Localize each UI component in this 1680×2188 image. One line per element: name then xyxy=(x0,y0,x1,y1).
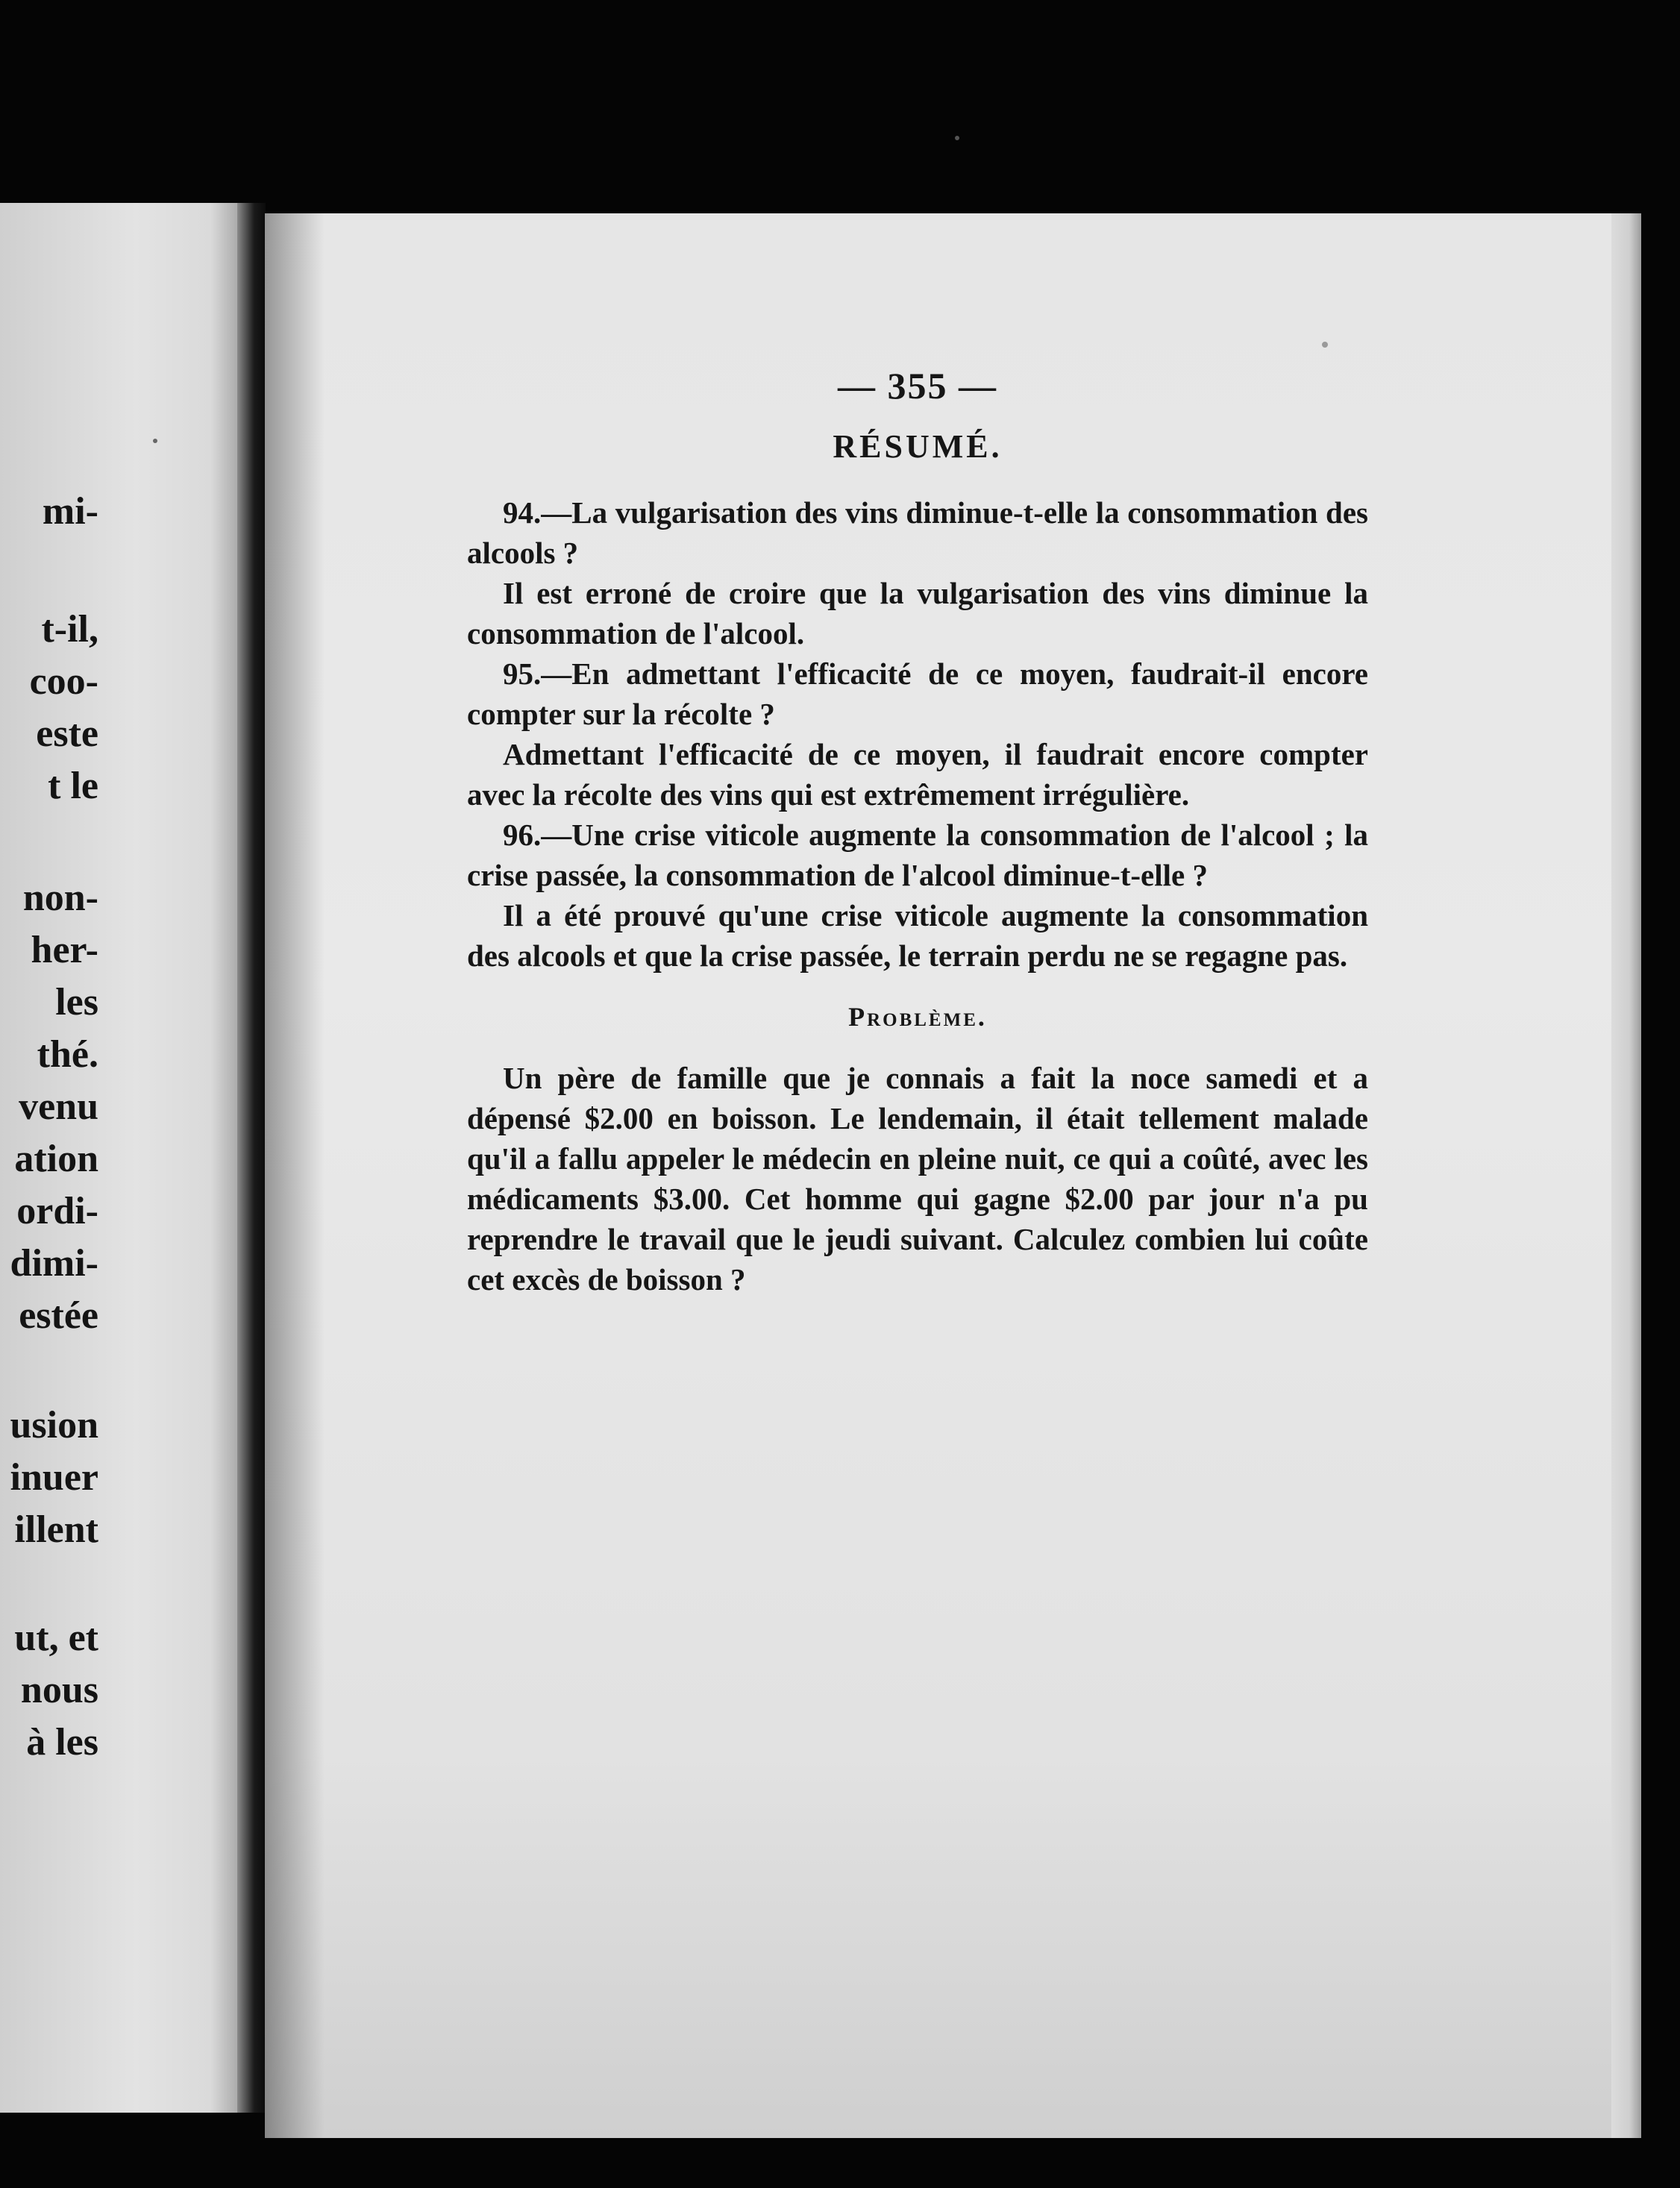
left-page-line: venu xyxy=(19,1085,98,1128)
section-title: RÉSUMÉ. xyxy=(833,428,1003,465)
problem-heading: Problème. xyxy=(848,1002,987,1032)
left-page-line: ation xyxy=(14,1138,98,1180)
left-page-line: illent xyxy=(14,1508,98,1551)
left-page-line: inuer xyxy=(10,1456,98,1499)
problem-paragraph: Un père de famille que je connais a fait la noce samedi et a dépensé $2.00 en boisson. Le lendemain, il était tellement malade qu'il a fallu appeler le médecin en pleine nuit, ce qui a coûté, avec les médicaments $3.00. Cet homme qui gagne $2.00 par jour n'a pu reprendre le travail que le jeudi suivant. Calculez combien lui coûte cet excès de boisson ? xyxy=(467,1061,1368,1297)
left-page-line: les xyxy=(55,981,98,1024)
answer-paragraph: Il est erroné de croire que la vulgarisation des vins diminue la consommation de l'alcool. xyxy=(467,576,1368,651)
left-page-line: nous xyxy=(20,1669,98,1711)
page-content xyxy=(467,366,1368,1300)
left-page-line: estée xyxy=(19,1294,98,1337)
left-page-line: à les xyxy=(26,1721,98,1764)
left-page-line: dimi- xyxy=(10,1242,98,1285)
question-paragraph: 96.—Une crise viticole augmente la consommation de l'alcool ; la crise passée, la consommation de l'alcool diminue-t-elle ? xyxy=(467,818,1368,892)
page-gutter-shadow xyxy=(265,213,325,2138)
page-number: — 355 — xyxy=(838,365,997,407)
paper-speck xyxy=(955,136,959,140)
paper-speck xyxy=(1322,342,1328,348)
left-page-line: her- xyxy=(31,929,98,971)
book-gutter xyxy=(237,203,266,2113)
left-page-line: ut, et xyxy=(14,1617,98,1659)
page-edge xyxy=(1611,213,1641,2138)
left-page-line: t le xyxy=(48,765,98,807)
question-paragraph: 94.—La vulgarisation des vins diminue-t-elle la consommation des alcools ? xyxy=(467,495,1368,570)
paper-speck xyxy=(153,439,157,443)
answer-paragraph: Il a été prouvé qu'une crise viticole augmente la consommation des alcools et que la crise passée, le terrain perdu ne se regagne pas. xyxy=(467,898,1368,973)
left-page-line: ordi- xyxy=(16,1190,98,1232)
left-page-line: usion xyxy=(10,1404,98,1446)
left-page-line: mi- xyxy=(42,490,98,533)
question-paragraph: 95.—En admettant l'efficacité de ce moyen, faudrait-il encore compter sur la récolte ? xyxy=(467,656,1368,731)
answer-paragraph: Admettant l'efficacité de ce moyen, il faudrait encore compter avec la récolte des vins qui est extrêmement irrégulière. xyxy=(467,737,1368,812)
left-page-line: thé. xyxy=(37,1033,98,1076)
left-page-line: coo- xyxy=(29,660,98,703)
left-page-line: t-il, xyxy=(41,608,98,651)
left-page-line: este xyxy=(36,712,98,755)
left-page-line: non- xyxy=(22,877,98,919)
